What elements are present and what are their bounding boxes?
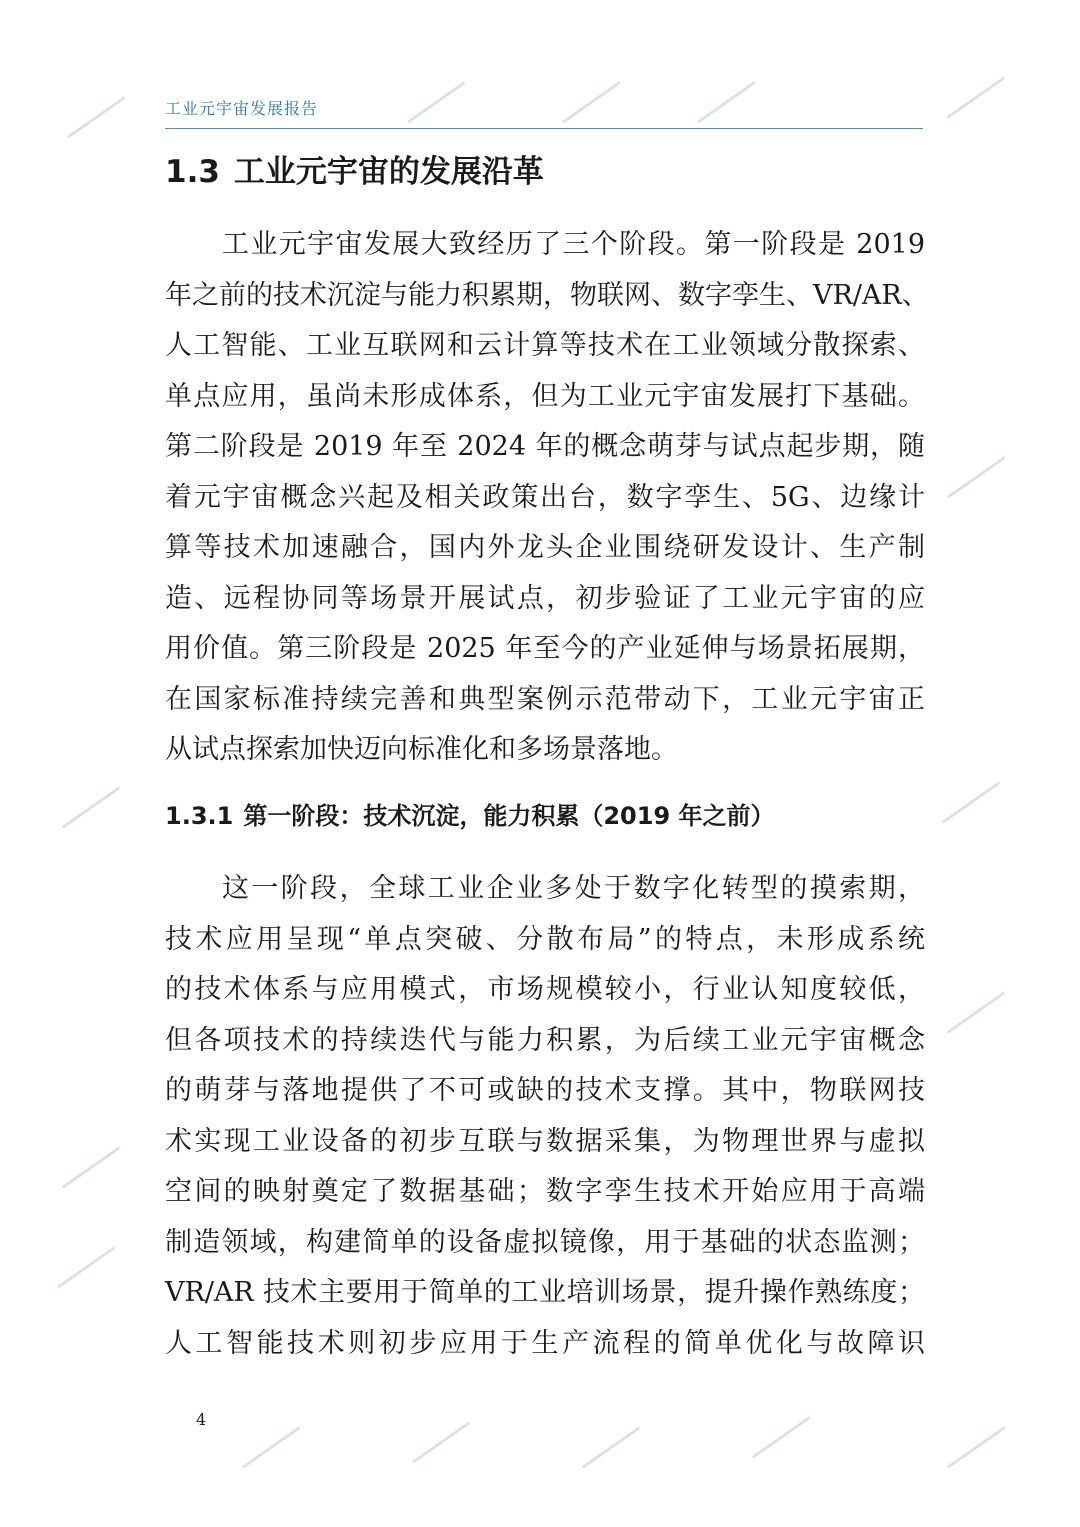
section-title-text: 工业元宇宙的发展沿革 <box>233 154 544 190</box>
subsection-number: 1.3.1 <box>165 802 234 830</box>
section-number: 1.3 <box>165 154 220 190</box>
watermark-pattern: ▂▂▂▂▂▂▂▂▂▂ <box>558 76 621 124</box>
watermark-pattern: ▂▂▂▂▂▂▂▂▂▂ <box>53 1241 116 1289</box>
paragraph-development-stages <box>165 220 929 776</box>
page-number: 4 <box>196 1410 207 1429</box>
paragraph-line: 造、远程协同等场景开展试点，初步验证了工业元宇宙的应 <box>165 582 925 614</box>
watermark-pattern: ▂▂▂▂▂▂▂▂▂▂ <box>938 776 1001 824</box>
paragraph-line: 人工智能、工业互联网和云计算等技术在工业领域分散探索、 <box>165 330 925 361</box>
watermark-pattern: ▂▂▂▂▂▂▂▂▂▂ <box>408 1416 471 1464</box>
paragraph-line: 算等技术加速融合，国内外龙头企业围绕研发设计、生产制 <box>165 532 925 563</box>
paragraph-line: 的萌芽与落地提供了不可或缺的技术支撑。其中，物联网技 <box>165 1075 925 1106</box>
paragraph-line: 从试点探索加快迈向标准化和多场景落地。 <box>165 734 678 765</box>
paragraph-line: 在国家标准持续完善和典型案例示范带动下，工业元宇宙正 <box>165 683 925 715</box>
running-header-title: 工业元宇宙发展报告 <box>165 99 319 118</box>
paragraph-line: 的技术体系与应用模式，市场规模较小，行业认知度较低， <box>165 974 925 1005</box>
watermark-pattern: ▂▂▂▂▂▂▂▂▂▂ <box>578 1421 641 1469</box>
watermark-pattern: ▂▂▂▂▂▂▂▂▂▂ <box>238 1421 301 1469</box>
header-divider <box>165 128 923 129</box>
watermark-pattern: ▂▂▂▂▂▂▂▂▂▂ <box>943 451 1006 499</box>
watermark-pattern: ▂▂▂▂▂▂▂▂▂▂ <box>943 71 1006 119</box>
paragraph-line: 这一阶段，全球工业企业多处于数字化转型的摸索期， <box>222 873 925 904</box>
watermark-pattern: ▂▂▂▂▂▂▂▂▂▂ <box>63 91 126 139</box>
paragraph-line: 术实现工业设备的初步互联与数据采集，为物理世界与虚拟 <box>165 1125 925 1157</box>
paragraph-line: 用价值。第三阶段是 2025 年至今的产业延伸与场景拓展期， <box>165 633 925 664</box>
paragraph-stage-one <box>165 864 925 1369</box>
paragraph-line: 工业元宇宙发展大致经历了三个阶段。第一阶段是 2019 <box>222 229 925 260</box>
paragraph-line: 技术应用呈现“单点突破、分散布局”的特点，未形成系统 <box>165 923 925 955</box>
paragraph-line: 单点应用，虽尚未形成体系，但为工业元宇宙发展打下基础。 <box>165 380 925 412</box>
paragraph-line: 第二阶段是 2019 年至 2024 年的概念萌芽与试点起步期，随 <box>165 431 925 462</box>
paragraph-line: 但各项技术的持续迭代与能力积累，为后续工业元宇宙概念 <box>165 1024 925 1056</box>
watermark-pattern: ▂▂▂▂▂▂▂▂▂▂ <box>58 781 121 829</box>
paragraph-line: 着元宇宙概念兴起及相关政策出台，数字孪生、5G、边缘计 <box>165 481 925 513</box>
section-heading <box>165 150 544 194</box>
paragraph-line: 人工智能技术则初步应用于生产流程的简单优化与故障识 <box>165 1327 925 1359</box>
subsection-heading <box>165 796 775 836</box>
watermark-pattern: ▂▂▂▂▂▂▂▂▂▂ <box>943 1421 1006 1469</box>
paragraph-line: 年之前的技术沉淀与能力积累期，物联网、数字孪生、VR/AR、 <box>165 279 929 311</box>
subsection-title-text: 第一阶段：技术沉淀，能力积累（2019 年之前） <box>243 802 775 830</box>
paragraph-line: 制造领域，构建简单的设备虚拟镜像，用于基础的状态监测； <box>165 1226 925 1258</box>
watermark-pattern: ▂▂▂▂▂▂▂▂▂▂ <box>403 76 466 124</box>
watermark-pattern: ▂▂▂▂▂▂▂▂▂▂ <box>748 1411 811 1459</box>
watermark-pattern: ▂▂▂▂▂▂▂▂▂▂ <box>693 76 756 124</box>
watermark-pattern: ▂▂▂▂▂▂▂▂▂▂ <box>943 986 1006 1034</box>
paragraph-line: 空间的映射奠定了数据基础；数字孪生技术开始应用于高端 <box>165 1176 925 1207</box>
paragraph-line: VR/AR 技术主要用于简单的工业培训场景，提升操作熟练度； <box>165 1277 925 1308</box>
watermark-pattern: ▂▂▂▂▂▂▂▂▂▂ <box>58 1141 121 1189</box>
